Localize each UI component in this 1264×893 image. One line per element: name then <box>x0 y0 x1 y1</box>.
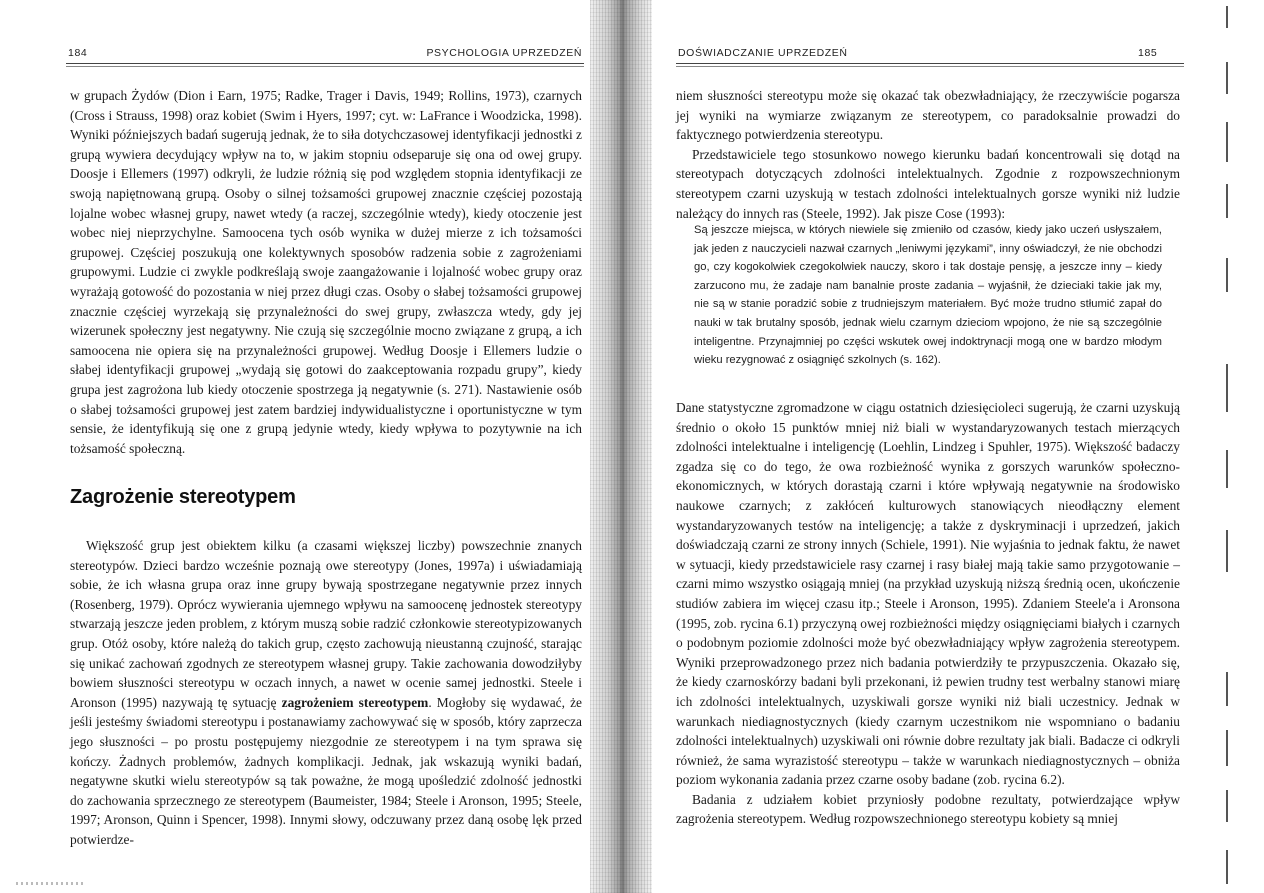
edge-mark <box>1226 258 1228 292</box>
right-header-rule-thin <box>676 66 1184 67</box>
edge-mark <box>1226 62 1228 94</box>
right-paragraph-3: Dane statystyczne zgromadzone w ciągu ostatnich dziesięcioleci sugerują, że czarni uzyskują średnio o około 15 punktów mniej niż biali w wystandaryzowanych testach mierzących zdolności intelektualne i inteligencję (Loehlin, Lindzeg i Spuhler, 1975). Większość badaczy zgadza się co do tego, że owa rozbieżność wynika z gorszych warunków społeczno-ekonomicznych, w których dorastają czarni i które wpływają negatywnie na środowisko naukowe czarnych; z zakłóceń kulturowych stanowiących nieodłączny element wystandaryzowanych testów na inteligencję; a także z dyskryminacji i uprzedzeń, jakich doświadczają czarni ze strony innych (Schiele, 1991). Nie wyjaśnia to jednak faktu, że nawet w sytuacji, kiedy przedstawiciele rasy czarnej i rasy białej mają takie samo przygotowanie – czarni mimo wszystko osiągają mniej (na przykład uzyskują niższą średnią ocen, ukończenie studiów zabiera im więcej czasu itp.; Steele i Aronson, 1995). Zdaniem Steele'a i Aronsona (1995, zob. rycina 6.1) przyczyną owej rozbieżności między osiągnięciami białych i czarnych o podobnym poziomie zdolności może być obezwładniający wpływ zagrożenia stereotypem. Wyniki przeprowadzonego przez nich badania potwierdziły te przypuszczenia. Okazało się, że kiedy czarnoskórzy badani byli przekonani, iż pewien trudny test werbalny stanowi miarę ich zdolności intelektualnych, uzyskiwali gorsze wyniki niż biali uczestnicy. Jednak w warunkach niediagnostycznych (kiedy czarnym uczestnikom nie wspomniano o badaniu zdolności intelektualnych) uzyskiwali oni równie dobre rezultaty jak biali. Badacze ci odkryli również, że sama wyrazistość stereotypu – także w warunkach niediagnostycznych – obniża poziom wykonania zadania przez czarne osoby badane (zob. rycina 6.2). <box>676 400 1180 788</box>
right-paragraph-1: niem słuszności stereotypu może się okazać tak obezwładniający, że rzeczywiście pogarsza jej wyniki na wymiarze związanym ze stereotypem, co paradoksalnie prowadzi do faktycznego potwierdzenia stereotypu. <box>676 88 1180 143</box>
left-body-bottom <box>70 536 582 850</box>
book-gutter <box>590 0 652 893</box>
left-running-title: PSYCHOLOGIA UPRZEDZEŃ <box>426 47 582 59</box>
edge-mark <box>1226 450 1228 488</box>
left-page-number: 184 <box>68 47 88 59</box>
edge-mark <box>1226 790 1228 822</box>
edge-mark <box>1226 184 1228 218</box>
right-body-top <box>676 86 1180 223</box>
scan-noise <box>16 882 86 885</box>
edge-mark <box>1226 672 1228 706</box>
block-quote <box>694 221 1162 370</box>
left-paragraph-2-part-a: Większość grup jest obiektem kilku (a czasami większej liczby) powszechnie znanych stereotypów. Dzieci bardzo wcześnie poznają owe stereotypy (Jones, 1997a) i uświadamiają sobie, że ich własna grupa oraz inne grupy bywają spostrzegane negatywnie przez innych (Rosenberg, 1979). Oprócz wywierania ujemnego wpływu na samoocenę jednostek stereotypy stwarzają jeszcze jeden problem, z którym muszą sobie radzić członkowie stereotypizowanych grup. Otóż osoby, które należą do takich grup, często zachowują nieustanną czujność, starając się unikać zachowań zgodnych ze stereotypem własnej grupy. Takie zachowania dowodziłyby bowiem słuszności stereotypu w oczach innych, a nawet w ocenie samej jednostki. Steele i Aronson (1995) nazywają tę sytuację <box>70 538 582 710</box>
left-paragraph-2 <box>70 536 582 850</box>
edge-mark <box>1226 730 1228 766</box>
quote-text: Są jeszcze miejsca, w których niewiele się zmieniło od czasów, kiedy jako uczeń usłyszałem, jak jeden z nauczycieli nazwał czarnych „leniwymi językami”, inny oświadczył, że nie obchodzi go, czy kogokolwiek czegokolwiek nauczy, skoro i tak dostaje pensję, a jeszcze inny – kiedy zarzucono mu, że zadaje nam banalnie proste zadania – wyjaśnił, że dzieciaki takie jak my, nie są w stanie poradzić sobie z trudniejszym materiałem. Być może trudno stłumić zapał do nauki w tak brutalny sposób, jednak wielu czarnym dzieciom wpojono, że nie są szczególnie inteligentne. Przynajmniej po części wskutek owej indoktrynacji mogą one w bardzo młodym wieku rezygnować z osiągnięć szkolnych (s. 162). <box>694 224 1162 367</box>
right-header-rule <box>676 63 1184 64</box>
left-page <box>0 0 590 893</box>
right-page-number: 185 <box>1138 47 1158 59</box>
edge-mark <box>1226 530 1228 572</box>
edge-mark <box>1226 122 1228 162</box>
right-body-bottom <box>676 398 1180 829</box>
left-paragraph-2-part-b: . Mogłoby się wydawać, że jeśli jesteśmy świadomi stereotypu i postanawiamy zachowywać się w sposób, który zaprzecza jego słuszności – po prostu postępujemy niezgodnie ze stereotypem i na tym sprawa się kończy. Żadnych problemów, żadnych komplikacji. Jednak, jak wskazują wyniki badań, negatywne skutki wielu stereotypów są tak poważne, że mogą upośledzić zdolność jednostki do zachowania sprzecznego ze stereotypem (Baumeister, 1984; Steele i Aronson, 1995; Steele, 1997; Aronson, Quinn i Spencer, 1998). Innymi słowy, odczuwany przez daną osobę lęk przed potwierdze- <box>70 694 582 847</box>
section-heading: Zagrożenie stereotypem <box>70 486 296 508</box>
left-header-rule <box>66 63 584 64</box>
edge-mark <box>1226 364 1228 412</box>
left-header-rule-thin <box>66 66 584 67</box>
edge-mark <box>1226 850 1228 884</box>
edge-mark <box>1226 6 1228 28</box>
left-paragraph-1: w grupach Żydów (Dion i Earn, 1975; Radke, Trager i Davis, 1949; Rollins, 1973), czarnych (Cross i Strauss, 1998) oraz kobiet (Swim i Hyers, 1997; cyt. w: LaFrance i Woodzicka, 1998). Wyniki późniejszych badań sugerują jednak, że to siła dotychczasowej identyfikacji jednostki z grupą wywiera decydujący wpływ na to, w jakim stopniu odseparuje się ona od owej grupy. Doosje i Ellemers (1997) odkryli, że ludzie różnią się pod względem stopnia identyfikacji ze swoją napiętnowaną grupą. Osoby o silnej tożsamości grupowej znacznie częściej pozostają lojalne wobec własnej grupy, nawet wtedy (a raczej, szczególnie wtedy), kiedy otoczenie jest wobec niej nieprzychylne. Samoocena tych osób wynika w dużej mierze z ich tożsamości grupowej. Częściej poszukują one kolektywnych sposobów radzenia sobie z zagrożeniami grupowymi. Ludzie ci zwykle podkreślają swoje zaangażowanie i lojalność wobec grupy oraz wyrażają gotowość do pozostania w niej przez długi czas. Osoby o słabej tożsamości grupowej znacznie częściej wyrzekają się przynależności do swej grupy, zwłaszcza wtedy, gdy jej wizerunek społeczny jest negatywny. Nie czują się szczególnie mocno związane z grupą, a ich samoocena nie opiera się na przynależności grupowej. Według Doosje i Ellemers ludzie o słabej identyfikacji grupowej „wydają się gotowi do zaakceptowania rozpadu grupy”, kiedy grupa jest zagrożona lub kiedy otoczenie spostrzega ją negatywnie (s. 271). Nastawienie osób o słabej tożsamości grupowej jest zatem bardziej indywidualistyczne i oportunistyczne w tym sensie, że identyfikują się one z grupą jedynie wtedy, kiedy wpływa to pozytywnie na ich tożsamość społeczną. <box>70 88 582 456</box>
right-paragraph-2: Przedstawiciele tego stosunkowo nowego kierunku badań koncentrowali się dotąd na stereotypach dotyczących zdolności intelektualnych. Zgodnie z rozpowszechnionym stereotypem czarni uzyskują w testach zdolności intelektualnych gorsze wyniki niż ludzie należący do innych ras (Steele, 1992). Jak pisze Cose (1993): <box>676 146 1180 221</box>
right-paragraph-4: Badania z udziałem kobiet przyniosły podobne rezultaty, potwierdzające wpływ zagrożenia stereotypem. Według rozpowszechnionego stereotypu kobiety są mniej <box>676 791 1180 827</box>
key-term-bold: zagrożeniem stereotypem <box>281 694 429 710</box>
left-body-top <box>70 86 582 458</box>
right-running-title: DOŚWIADCZANIE UPRZEDZEŃ <box>678 47 848 59</box>
